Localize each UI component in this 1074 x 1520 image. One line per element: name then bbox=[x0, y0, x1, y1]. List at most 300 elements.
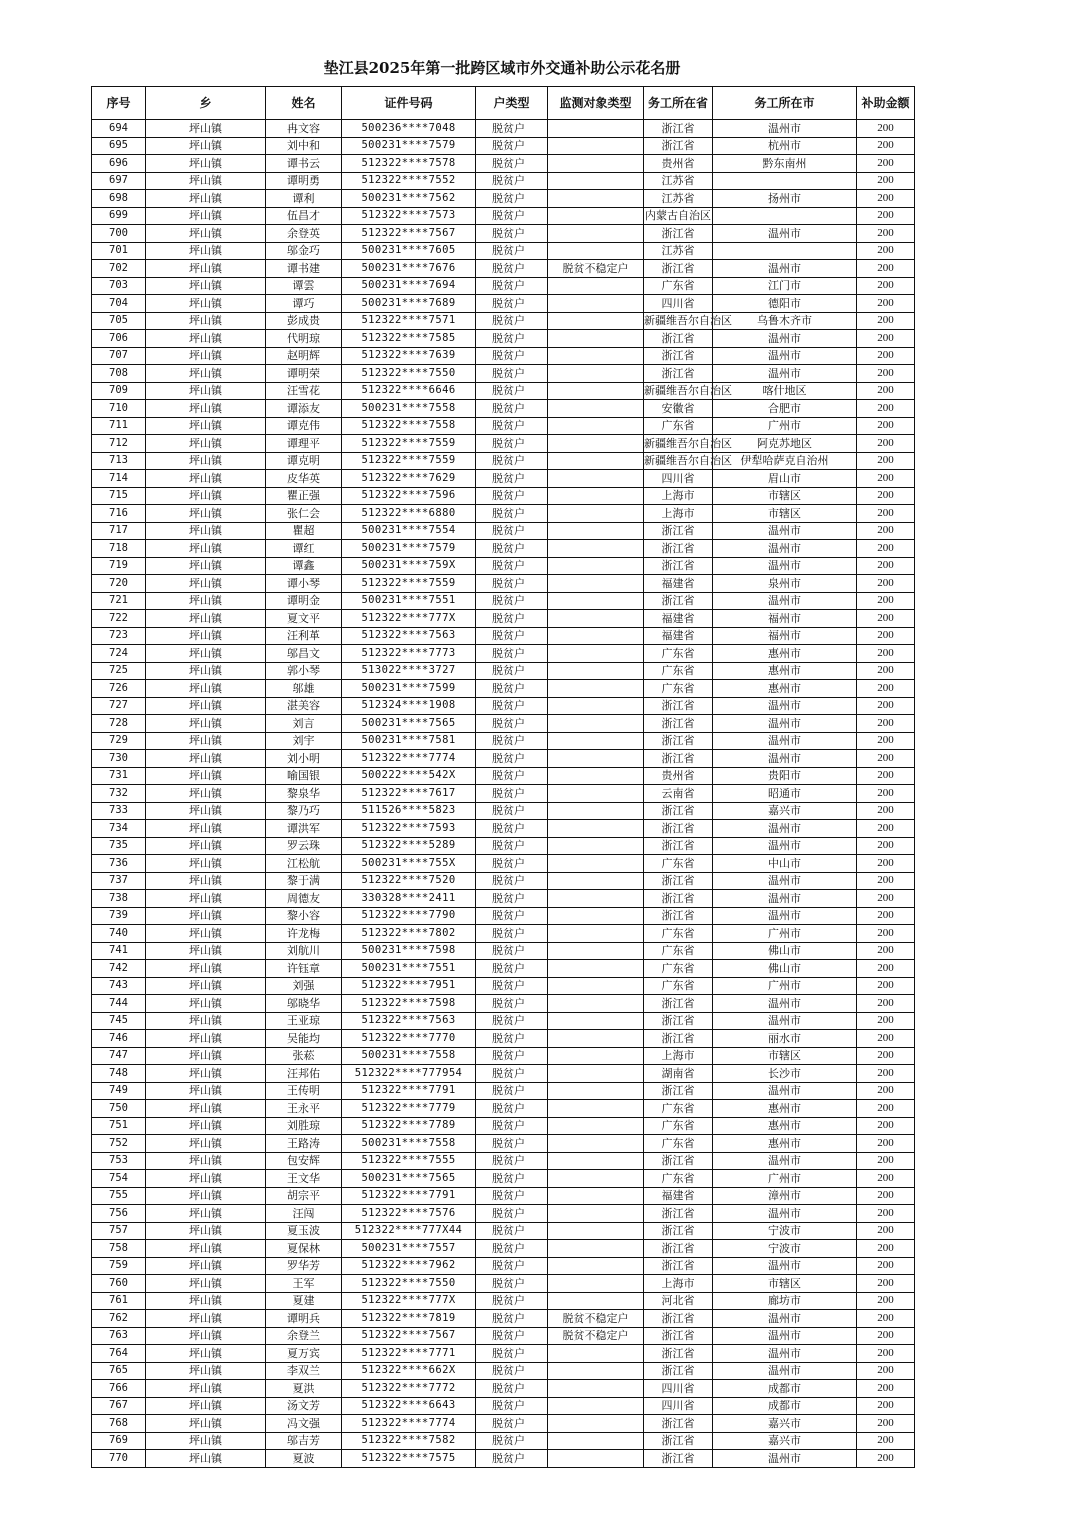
township-cell: 坪山镇 bbox=[146, 1047, 266, 1065]
monitor-type-cell bbox=[548, 242, 644, 260]
work-province-cell: 安徽省 bbox=[644, 400, 713, 418]
work-province-cell: 浙江省 bbox=[644, 347, 713, 365]
household-type-cell: 脱贫户 bbox=[476, 802, 548, 820]
township-cell: 坪山镇 bbox=[146, 347, 266, 365]
seq-cell: 721 bbox=[92, 592, 146, 610]
subsidy-amount-cell: 200 bbox=[857, 1205, 915, 1223]
seq-cell: 745 bbox=[92, 1012, 146, 1030]
table-row bbox=[92, 645, 915, 663]
household-type-cell: 脱贫户 bbox=[476, 190, 548, 208]
work-city-cell: 温州市 bbox=[713, 540, 857, 558]
subsidy-amount-cell: 200 bbox=[857, 1310, 915, 1328]
subsidy-amount-cell: 200 bbox=[857, 1432, 915, 1450]
household-type-cell: 脱贫户 bbox=[476, 347, 548, 365]
subsidy-amount-cell: 200 bbox=[857, 1362, 915, 1380]
subsidy-amount-cell: 200 bbox=[857, 522, 915, 540]
seq-cell: 698 bbox=[92, 190, 146, 208]
table-row bbox=[92, 1275, 915, 1293]
work-city-cell: 温州市 bbox=[713, 715, 857, 733]
id-number-cell: 500231****7565 bbox=[342, 1170, 476, 1188]
id-number-cell: 512322****662X bbox=[342, 1362, 476, 1380]
subsidy-amount-cell: 200 bbox=[857, 802, 915, 820]
seq-cell: 746 bbox=[92, 1030, 146, 1048]
name-cell: 谭明荣 bbox=[266, 365, 342, 383]
work-city-cell bbox=[713, 172, 857, 190]
seq-cell: 710 bbox=[92, 400, 146, 418]
name-cell: 邬昌文 bbox=[266, 645, 342, 663]
seq-cell: 716 bbox=[92, 505, 146, 523]
id-number-cell: 512322****7791 bbox=[342, 1187, 476, 1205]
township-cell: 坪山镇 bbox=[146, 645, 266, 663]
township-cell: 坪山镇 bbox=[146, 1362, 266, 1380]
name-cell: 谭雲 bbox=[266, 277, 342, 295]
work-city-cell: 廊坊市 bbox=[713, 1292, 857, 1310]
table-row bbox=[92, 347, 915, 365]
table-row bbox=[92, 732, 915, 750]
monitor-type-cell bbox=[548, 977, 644, 995]
work-city-cell: 成都市 bbox=[713, 1397, 857, 1415]
township-cell: 坪山镇 bbox=[146, 1222, 266, 1240]
table-row bbox=[92, 1100, 915, 1118]
work-city-cell: 杭州市 bbox=[713, 137, 857, 155]
work-city-cell bbox=[713, 242, 857, 260]
township-cell: 坪山镇 bbox=[146, 155, 266, 173]
household-type-cell: 脱贫户 bbox=[476, 330, 548, 348]
household-type-cell: 脱贫户 bbox=[476, 1240, 548, 1258]
township-cell: 坪山镇 bbox=[146, 225, 266, 243]
seq-cell: 708 bbox=[92, 365, 146, 383]
name-cell: 邬晓华 bbox=[266, 995, 342, 1013]
township-cell: 坪山镇 bbox=[146, 1117, 266, 1135]
subsidy-amount-cell: 200 bbox=[857, 627, 915, 645]
household-type-cell: 脱贫户 bbox=[476, 1152, 548, 1170]
household-type-cell: 脱贫户 bbox=[476, 225, 548, 243]
work-province-cell: 江苏省 bbox=[644, 190, 713, 208]
id-number-cell: 500231****7551 bbox=[342, 592, 476, 610]
work-city-cell: 嘉兴市 bbox=[713, 1415, 857, 1433]
table-row bbox=[92, 1292, 915, 1310]
monitor-type-cell bbox=[548, 802, 644, 820]
subsidy-amount-cell: 200 bbox=[857, 1170, 915, 1188]
subsidy-amount-cell: 200 bbox=[857, 645, 915, 663]
name-cell: 谭书云 bbox=[266, 155, 342, 173]
table-row bbox=[92, 575, 915, 593]
name-cell: 谭鑫 bbox=[266, 557, 342, 575]
table-row bbox=[92, 1257, 915, 1275]
table-row bbox=[92, 1310, 915, 1328]
township-cell: 坪山镇 bbox=[146, 330, 266, 348]
monitor-type-cell bbox=[548, 225, 644, 243]
work-province-cell: 浙江省 bbox=[644, 592, 713, 610]
name-cell: 吴能均 bbox=[266, 1030, 342, 1048]
table-row bbox=[92, 295, 915, 313]
subsidy-amount-cell: 200 bbox=[857, 925, 915, 943]
id-number-cell: 512322****777954 bbox=[342, 1065, 476, 1083]
household-type-cell: 脱贫户 bbox=[476, 1170, 548, 1188]
work-city-cell: 佛山市 bbox=[713, 960, 857, 978]
name-cell: 周德友 bbox=[266, 890, 342, 908]
subsidy-amount-cell: 200 bbox=[857, 942, 915, 960]
seq-cell: 744 bbox=[92, 995, 146, 1013]
seq-cell: 722 bbox=[92, 610, 146, 628]
township-cell: 坪山镇 bbox=[146, 592, 266, 610]
work-city-cell: 成都市 bbox=[713, 1380, 857, 1398]
township-cell: 坪山镇 bbox=[146, 1205, 266, 1223]
household-type-cell: 脱贫户 bbox=[476, 890, 548, 908]
work-province-cell: 浙江省 bbox=[644, 1362, 713, 1380]
table-row bbox=[92, 1135, 915, 1153]
monitor-type-cell bbox=[548, 575, 644, 593]
work-city-cell: 喀什地区 bbox=[713, 382, 857, 400]
subsidy-amount-cell: 200 bbox=[857, 155, 915, 173]
table-row bbox=[92, 120, 915, 138]
household-type-cell: 脱贫户 bbox=[476, 1345, 548, 1363]
table-row bbox=[92, 750, 915, 768]
name-cell: 湛美容 bbox=[266, 697, 342, 715]
household-type-cell: 脱贫户 bbox=[476, 120, 548, 138]
subsidy-amount-cell: 200 bbox=[857, 120, 915, 138]
work-province-cell: 浙江省 bbox=[644, 1432, 713, 1450]
monitor-type-cell bbox=[548, 1187, 644, 1205]
subsidy-amount-cell: 200 bbox=[857, 715, 915, 733]
name-cell: 江松航 bbox=[266, 855, 342, 873]
id-number-cell: 512322****7567 bbox=[342, 225, 476, 243]
id-number-cell: 500231****7605 bbox=[342, 242, 476, 260]
column-header-work-province: 务工所在省 bbox=[644, 87, 713, 120]
township-cell: 坪山镇 bbox=[146, 557, 266, 575]
township-cell: 坪山镇 bbox=[146, 207, 266, 225]
seq-cell: 762 bbox=[92, 1310, 146, 1328]
work-city-cell: 福州市 bbox=[713, 610, 857, 628]
township-cell: 坪山镇 bbox=[146, 575, 266, 593]
township-cell: 坪山镇 bbox=[146, 1240, 266, 1258]
monitor-type-cell bbox=[548, 452, 644, 470]
work-city-cell: 佛山市 bbox=[713, 942, 857, 960]
household-type-cell: 脱贫户 bbox=[476, 732, 548, 750]
seq-cell: 701 bbox=[92, 242, 146, 260]
seq-cell: 753 bbox=[92, 1152, 146, 1170]
seq-cell: 711 bbox=[92, 417, 146, 435]
work-city-cell: 温州市 bbox=[713, 365, 857, 383]
monitor-type-cell bbox=[548, 1397, 644, 1415]
monitor-type-cell bbox=[548, 207, 644, 225]
seq-cell: 754 bbox=[92, 1170, 146, 1188]
table-row bbox=[92, 207, 915, 225]
household-type-cell: 脱贫户 bbox=[476, 1012, 548, 1030]
seq-cell: 706 bbox=[92, 330, 146, 348]
id-number-cell: 512322****7770 bbox=[342, 1030, 476, 1048]
work-city-cell: 宁波市 bbox=[713, 1240, 857, 1258]
table-row bbox=[92, 592, 915, 610]
household-type-cell: 脱贫户 bbox=[476, 662, 548, 680]
name-cell: 谭明金 bbox=[266, 592, 342, 610]
work-province-cell: 新疆维吾尔自治区 bbox=[644, 435, 713, 453]
township-cell: 坪山镇 bbox=[146, 855, 266, 873]
work-city-cell: 江门市 bbox=[713, 277, 857, 295]
township-cell: 坪山镇 bbox=[146, 522, 266, 540]
work-province-cell: 广东省 bbox=[644, 417, 713, 435]
monitor-type-cell bbox=[548, 680, 644, 698]
name-cell: 谭理平 bbox=[266, 435, 342, 453]
township-cell: 坪山镇 bbox=[146, 1345, 266, 1363]
seq-cell: 702 bbox=[92, 260, 146, 278]
monitor-type-cell bbox=[548, 1170, 644, 1188]
subsidy-amount-cell: 200 bbox=[857, 995, 915, 1013]
name-cell: 汪邦佑 bbox=[266, 1065, 342, 1083]
monitor-type-cell bbox=[548, 627, 644, 645]
seq-cell: 769 bbox=[92, 1432, 146, 1450]
work-province-cell: 浙江省 bbox=[644, 1012, 713, 1030]
work-province-cell: 广东省 bbox=[644, 1135, 713, 1153]
subsidy-amount-cell: 200 bbox=[857, 1047, 915, 1065]
township-cell: 坪山镇 bbox=[146, 1275, 266, 1293]
subsidy-amount-cell: 200 bbox=[857, 1380, 915, 1398]
name-cell: 谭利 bbox=[266, 190, 342, 208]
work-city-cell: 温州市 bbox=[713, 1082, 857, 1100]
name-cell: 夏洪 bbox=[266, 1380, 342, 1398]
township-cell: 坪山镇 bbox=[146, 1135, 266, 1153]
seq-cell: 770 bbox=[92, 1450, 146, 1468]
name-cell: 刘强 bbox=[266, 977, 342, 995]
id-number-cell: 500231****7581 bbox=[342, 732, 476, 750]
id-number-cell: 512322****7573 bbox=[342, 207, 476, 225]
work-city-cell: 惠州市 bbox=[713, 1135, 857, 1153]
seq-cell: 766 bbox=[92, 1380, 146, 1398]
id-number-cell: 500231****7558 bbox=[342, 400, 476, 418]
work-city-cell: 嘉兴市 bbox=[713, 802, 857, 820]
table-row bbox=[92, 1362, 915, 1380]
subsidy-amount-cell: 200 bbox=[857, 890, 915, 908]
table-row bbox=[92, 487, 915, 505]
subsidy-amount-cell: 200 bbox=[857, 295, 915, 313]
table-row bbox=[92, 680, 915, 698]
work-province-cell: 浙江省 bbox=[644, 522, 713, 540]
id-number-cell: 512322****7552 bbox=[342, 172, 476, 190]
household-type-cell: 脱贫户 bbox=[476, 1257, 548, 1275]
monitor-type-cell: 脱贫不稳定户 bbox=[548, 1310, 644, 1328]
work-city-cell: 温州市 bbox=[713, 1310, 857, 1328]
table-body bbox=[92, 120, 915, 1468]
column-header-name: 姓名 bbox=[266, 87, 342, 120]
table-row bbox=[92, 837, 915, 855]
household-type-cell: 脱贫户 bbox=[476, 592, 548, 610]
id-number-cell: 330328****2411 bbox=[342, 890, 476, 908]
name-cell: 黎于满 bbox=[266, 872, 342, 890]
table-row bbox=[92, 330, 915, 348]
household-type-cell: 脱贫户 bbox=[476, 1450, 548, 1468]
household-type-cell: 脱贫户 bbox=[476, 435, 548, 453]
id-number-cell: 513022****3727 bbox=[342, 662, 476, 680]
seq-cell: 756 bbox=[92, 1205, 146, 1223]
name-cell: 王路涛 bbox=[266, 1135, 342, 1153]
name-cell: 郭小琴 bbox=[266, 662, 342, 680]
monitor-type-cell bbox=[548, 1152, 644, 1170]
work-province-cell: 贵州省 bbox=[644, 767, 713, 785]
monitor-type-cell bbox=[548, 750, 644, 768]
id-number-cell: 512322****7593 bbox=[342, 820, 476, 838]
monitor-type-cell bbox=[548, 925, 644, 943]
subsidy-amount-cell: 200 bbox=[857, 452, 915, 470]
table-row bbox=[92, 697, 915, 715]
household-type-cell: 脱贫户 bbox=[476, 1362, 548, 1380]
work-province-cell: 福建省 bbox=[644, 575, 713, 593]
township-cell: 坪山镇 bbox=[146, 1327, 266, 1345]
table-row bbox=[92, 137, 915, 155]
household-type-cell: 脱贫户 bbox=[476, 995, 548, 1013]
id-number-cell: 500236****7048 bbox=[342, 120, 476, 138]
work-province-cell: 浙江省 bbox=[644, 1345, 713, 1363]
township-cell: 坪山镇 bbox=[146, 1415, 266, 1433]
township-cell: 坪山镇 bbox=[146, 452, 266, 470]
table-row bbox=[92, 1117, 915, 1135]
id-number-cell: 512322****7774 bbox=[342, 750, 476, 768]
work-province-cell: 广东省 bbox=[644, 977, 713, 995]
seq-cell: 740 bbox=[92, 925, 146, 943]
monitor-type-cell bbox=[548, 767, 644, 785]
table-row bbox=[92, 925, 915, 943]
table-row bbox=[92, 855, 915, 873]
monitor-type-cell bbox=[548, 1030, 644, 1048]
table-row bbox=[92, 470, 915, 488]
subsidy-amount-cell: 200 bbox=[857, 907, 915, 925]
township-cell: 坪山镇 bbox=[146, 890, 266, 908]
monitor-type-cell bbox=[548, 1345, 644, 1363]
household-type-cell: 脱贫户 bbox=[476, 925, 548, 943]
household-type-cell: 脱贫户 bbox=[476, 382, 548, 400]
subsidy-amount-cell: 200 bbox=[857, 697, 915, 715]
township-cell: 坪山镇 bbox=[146, 732, 266, 750]
table-row bbox=[92, 172, 915, 190]
subsidy-amount-cell: 200 bbox=[857, 610, 915, 628]
id-number-cell: 512322****7559 bbox=[342, 575, 476, 593]
township-cell: 坪山镇 bbox=[146, 505, 266, 523]
monitor-type-cell bbox=[548, 837, 644, 855]
township-cell: 坪山镇 bbox=[146, 1292, 266, 1310]
id-number-cell: 512322****7559 bbox=[342, 452, 476, 470]
work-city-cell: 市辖区 bbox=[713, 487, 857, 505]
monitor-type-cell bbox=[548, 645, 644, 663]
id-number-cell: 512322****7779 bbox=[342, 1100, 476, 1118]
work-city-cell: 贵阳市 bbox=[713, 767, 857, 785]
monitor-type-cell bbox=[548, 382, 644, 400]
name-cell: 王永平 bbox=[266, 1100, 342, 1118]
seq-cell: 699 bbox=[92, 207, 146, 225]
subsidy-amount-cell: 200 bbox=[857, 1065, 915, 1083]
work-city-cell: 福州市 bbox=[713, 627, 857, 645]
monitor-type-cell bbox=[548, 732, 644, 750]
column-header-household-type: 户类型 bbox=[476, 87, 548, 120]
township-cell: 坪山镇 bbox=[146, 1187, 266, 1205]
table-row bbox=[92, 1450, 915, 1468]
table-row bbox=[92, 960, 915, 978]
household-type-cell: 脱贫户 bbox=[476, 400, 548, 418]
name-cell: 夏文平 bbox=[266, 610, 342, 628]
table-row bbox=[92, 890, 915, 908]
monitor-type-cell bbox=[548, 487, 644, 505]
township-cell: 坪山镇 bbox=[146, 610, 266, 628]
id-number-cell: 512322****7575 bbox=[342, 1450, 476, 1468]
township-cell: 坪山镇 bbox=[146, 942, 266, 960]
work-city-cell: 温州市 bbox=[713, 592, 857, 610]
monitor-type-cell bbox=[548, 557, 644, 575]
work-province-cell: 浙江省 bbox=[644, 137, 713, 155]
id-number-cell: 512322****7582 bbox=[342, 1432, 476, 1450]
monitor-type-cell bbox=[548, 522, 644, 540]
monitor-type-cell bbox=[548, 662, 644, 680]
township-cell: 坪山镇 bbox=[146, 1170, 266, 1188]
work-province-cell: 浙江省 bbox=[644, 1310, 713, 1328]
id-number-cell: 500231****7554 bbox=[342, 522, 476, 540]
subsidy-amount-cell: 200 bbox=[857, 767, 915, 785]
work-province-cell: 上海市 bbox=[644, 1275, 713, 1293]
monitor-type-cell bbox=[548, 295, 644, 313]
work-city-cell: 惠州市 bbox=[713, 662, 857, 680]
name-cell: 余登英 bbox=[266, 225, 342, 243]
work-province-cell: 内蒙古自治区 bbox=[644, 207, 713, 225]
household-type-cell: 脱贫户 bbox=[476, 977, 548, 995]
seq-cell: 709 bbox=[92, 382, 146, 400]
seq-cell: 717 bbox=[92, 522, 146, 540]
id-number-cell: 512322****6646 bbox=[342, 382, 476, 400]
name-cell: 夏玉波 bbox=[266, 1222, 342, 1240]
name-cell: 刘航川 bbox=[266, 942, 342, 960]
work-city-cell: 合肥市 bbox=[713, 400, 857, 418]
monitor-type-cell: 脱贫不稳定户 bbox=[548, 260, 644, 278]
household-type-cell: 脱贫户 bbox=[476, 1327, 548, 1345]
household-type-cell: 脱贫户 bbox=[476, 837, 548, 855]
township-cell: 坪山镇 bbox=[146, 925, 266, 943]
seq-cell: 718 bbox=[92, 540, 146, 558]
table-row bbox=[92, 1030, 915, 1048]
monitor-type-cell bbox=[548, 277, 644, 295]
name-cell: 刘宇 bbox=[266, 732, 342, 750]
township-cell: 坪山镇 bbox=[146, 1257, 266, 1275]
monitor-type-cell bbox=[548, 1275, 644, 1293]
id-number-cell: 512322****7563 bbox=[342, 627, 476, 645]
household-type-cell: 脱贫户 bbox=[476, 872, 548, 890]
township-cell: 坪山镇 bbox=[146, 715, 266, 733]
table-row bbox=[92, 540, 915, 558]
seq-cell: 734 bbox=[92, 820, 146, 838]
work-city-cell: 广州市 bbox=[713, 977, 857, 995]
work-province-cell: 四川省 bbox=[644, 1380, 713, 1398]
work-province-cell: 浙江省 bbox=[644, 802, 713, 820]
household-type-cell: 脱贫户 bbox=[476, 522, 548, 540]
township-cell: 坪山镇 bbox=[146, 1380, 266, 1398]
work-city-cell: 温州市 bbox=[713, 907, 857, 925]
id-number-cell: 512322****6880 bbox=[342, 505, 476, 523]
monitor-type-cell bbox=[548, 1205, 644, 1223]
name-cell: 罗云珠 bbox=[266, 837, 342, 855]
work-province-cell: 广东省 bbox=[644, 277, 713, 295]
seq-cell: 757 bbox=[92, 1222, 146, 1240]
id-number-cell: 500231****7694 bbox=[342, 277, 476, 295]
name-cell: 邬雄 bbox=[266, 680, 342, 698]
work-city-cell: 温州市 bbox=[713, 750, 857, 768]
work-province-cell: 广东省 bbox=[644, 960, 713, 978]
work-city-cell: 温州市 bbox=[713, 260, 857, 278]
monitor-type-cell bbox=[548, 785, 644, 803]
work-province-cell: 浙江省 bbox=[644, 890, 713, 908]
seq-cell: 726 bbox=[92, 680, 146, 698]
monitor-type-cell bbox=[548, 610, 644, 628]
id-number-cell: 512322****7563 bbox=[342, 1012, 476, 1030]
work-province-cell: 浙江省 bbox=[644, 260, 713, 278]
household-type-cell: 脱贫户 bbox=[476, 1065, 548, 1083]
township-cell: 坪山镇 bbox=[146, 1065, 266, 1083]
subsidy-amount-cell: 200 bbox=[857, 855, 915, 873]
table-header-row bbox=[92, 87, 915, 120]
